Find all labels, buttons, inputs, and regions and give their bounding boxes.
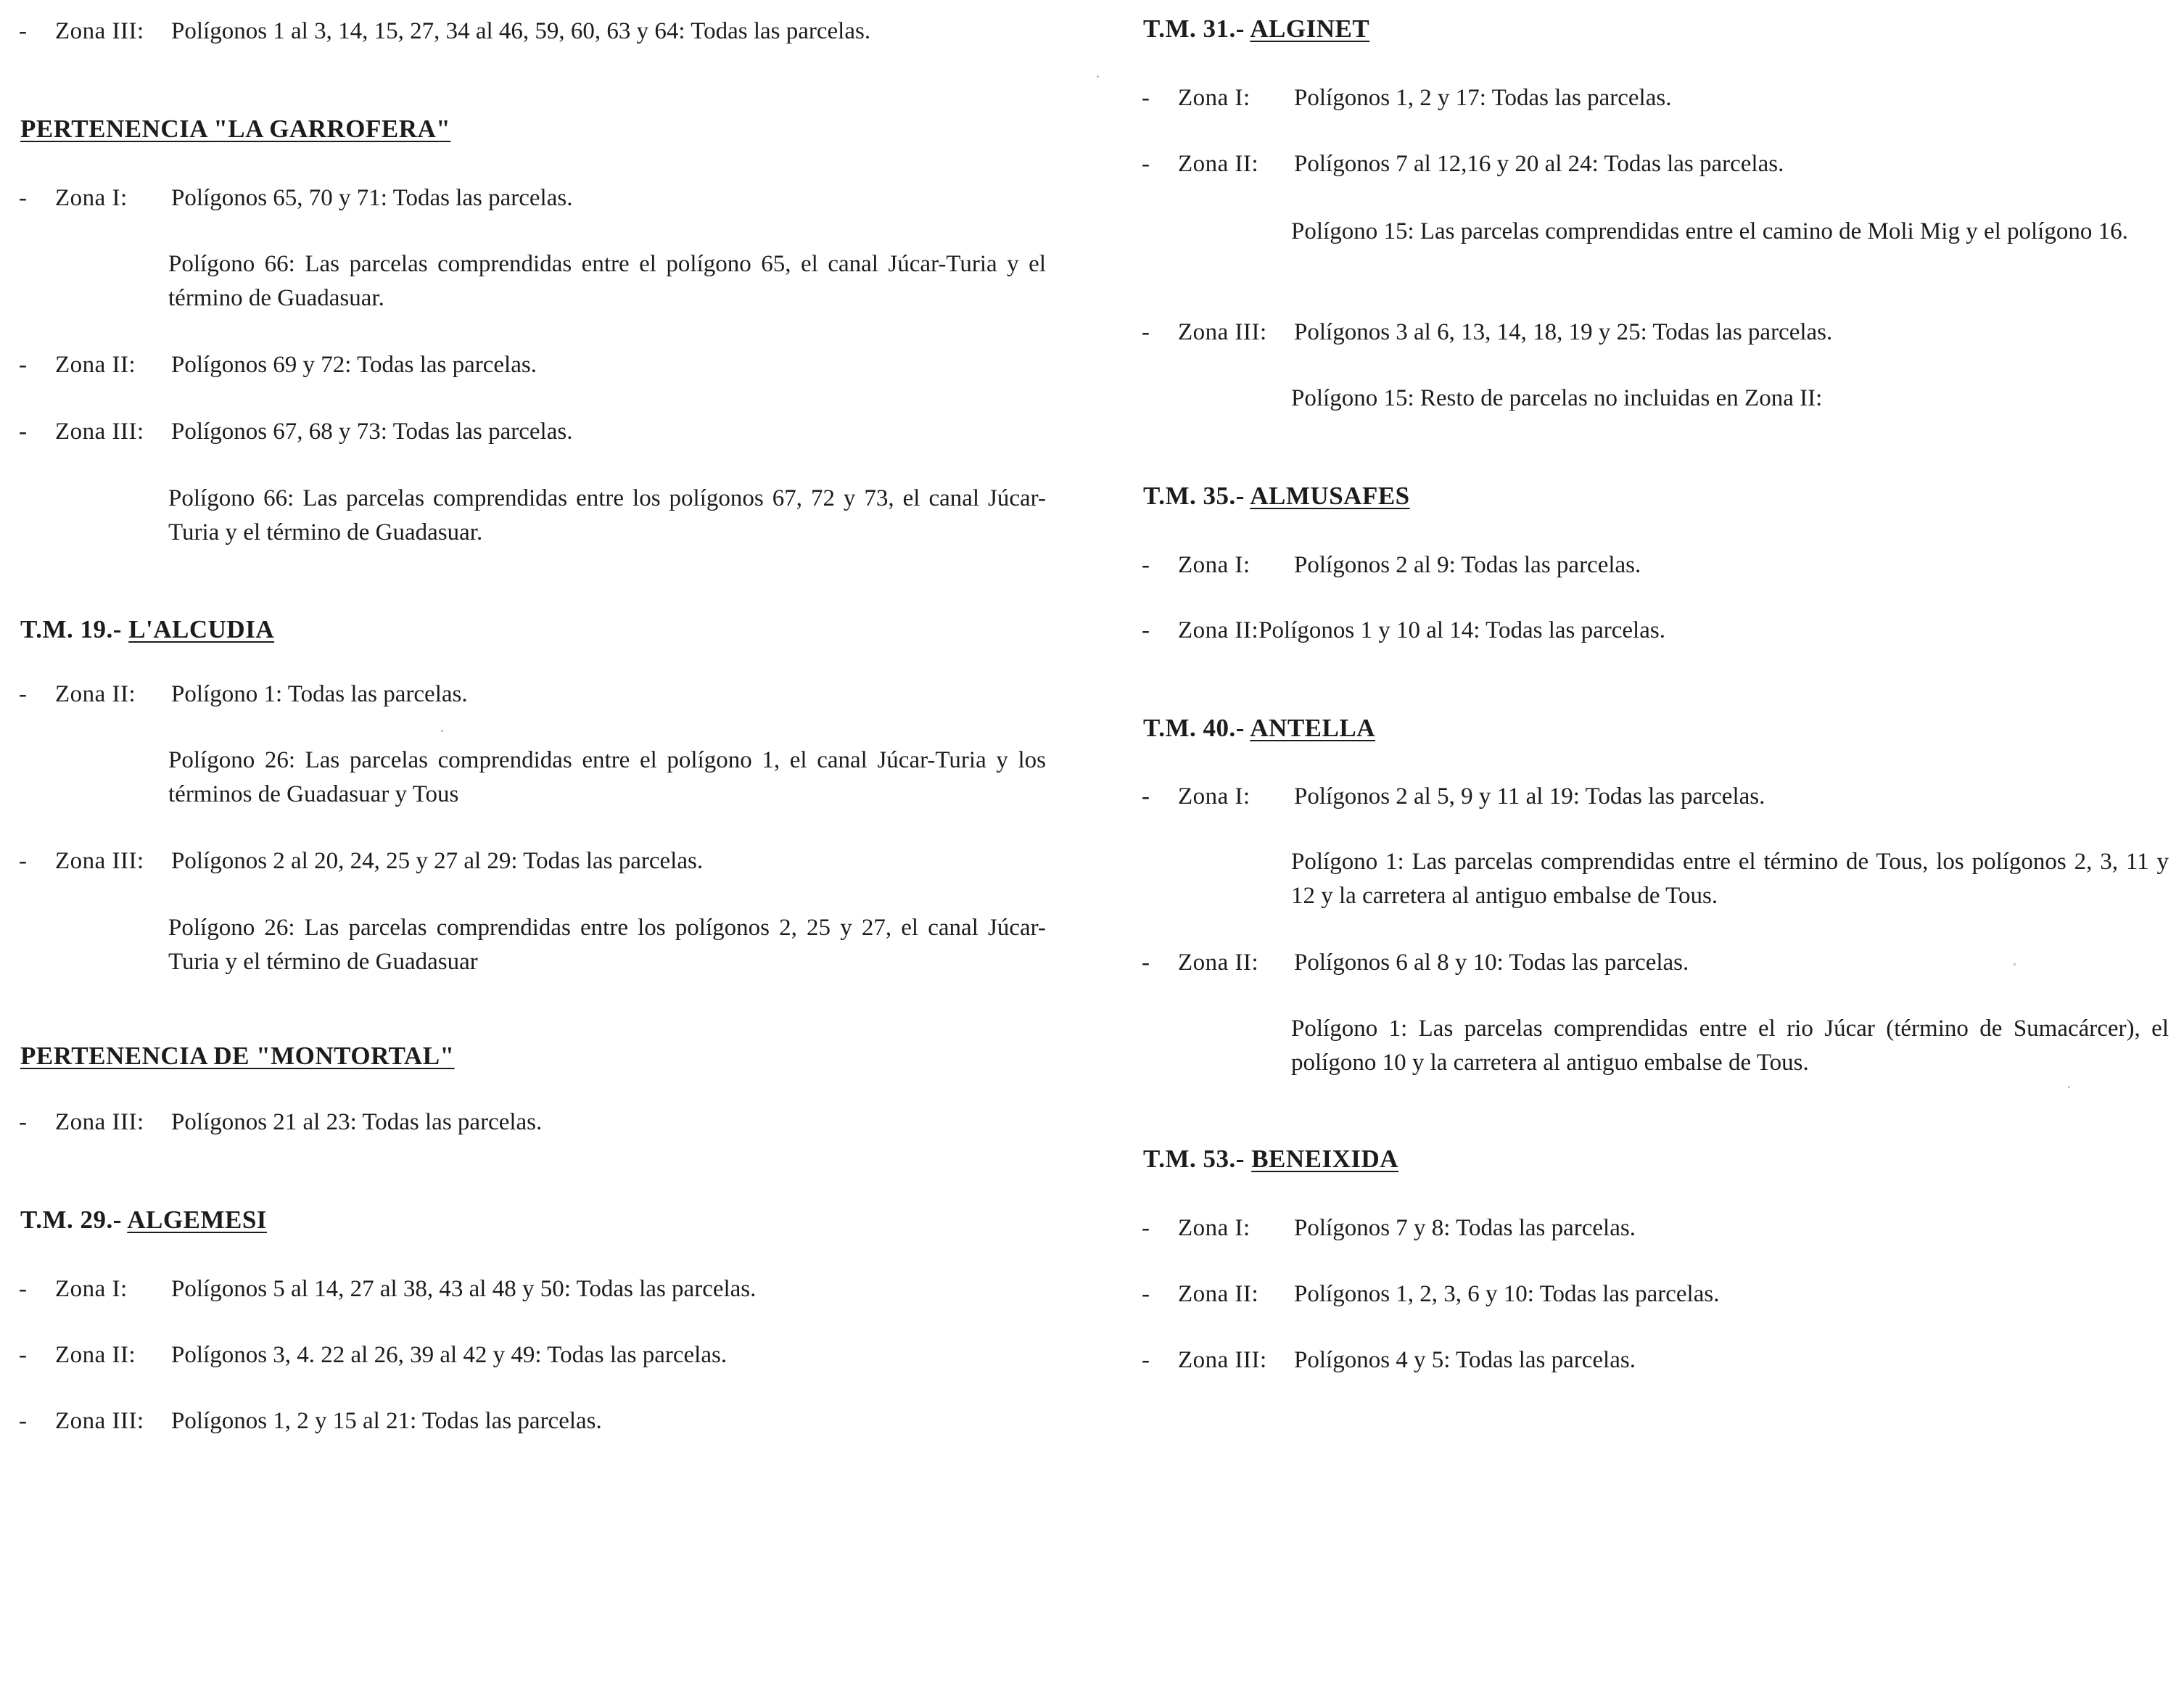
zone-text: Polígonos 1, 2 y 15 al 21: Todas las parcelas. xyxy=(171,1408,602,1434)
section-heading-almusafes xyxy=(1143,482,1410,511)
section-prefix: T.M. 29.- xyxy=(20,1206,128,1234)
list-dash: - xyxy=(19,185,27,211)
list-item xyxy=(16,348,537,382)
list-dash: - xyxy=(19,18,27,44)
list-item xyxy=(1139,780,1765,813)
scan-speck xyxy=(2068,1086,2070,1088)
scan-speck xyxy=(441,730,443,732)
zone-label: Zona I: xyxy=(55,185,128,211)
list-dash: - xyxy=(1142,950,1150,976)
zone-label: Zona III: xyxy=(55,848,144,874)
polygon-note: Polígono 1: Las parcelas comprendidas entre el término de Tous, los polígonos 2, 3, 11 y 12 y la carretera al antiguo embalse de Tous. xyxy=(1291,849,2169,909)
list-dash: - xyxy=(1142,151,1150,177)
zone-text: Polígonos 67, 68 y 73: Todas las parcelas. xyxy=(171,419,573,445)
zone-label: Zona I: xyxy=(1178,85,1250,111)
section-name: ALGINET xyxy=(1250,15,1370,43)
zone-text: Polígonos 3 al 6, 13, 14, 18, 19 y 25: Todas las parcelas. xyxy=(1294,319,1833,345)
list-dash: - xyxy=(19,681,27,707)
zone-label: Zona II: xyxy=(1178,1281,1259,1307)
list-dash: - xyxy=(1142,1215,1150,1241)
list-item xyxy=(16,1404,602,1438)
zone-text: Polígonos 21 al 23: Todas las parcelas. xyxy=(171,1109,543,1135)
list-dash: - xyxy=(1142,85,1150,111)
list-item xyxy=(1139,147,1784,181)
list-dash: - xyxy=(19,1408,27,1434)
section-heading-text: PERTENENCIA DE "MONTORTAL" xyxy=(20,1042,455,1070)
list-item xyxy=(16,844,703,878)
section-name: L'ALCUDIA xyxy=(128,615,275,643)
list-item xyxy=(16,1272,756,1306)
section-heading-algemesi xyxy=(20,1206,267,1235)
zone-label: Zona I: xyxy=(55,1276,128,1302)
polygon-note: Polígono 66: Las parcelas comprendidas entre los polígonos 67, 72 y 73, el canal Júcar-Turia y el término de Guadasuar. xyxy=(168,485,1046,545)
list-item xyxy=(1139,81,1671,115)
zone-label: Zona II: xyxy=(1178,950,1259,976)
section-name: ALGEMESI xyxy=(127,1206,267,1234)
zone-label: Zona I: xyxy=(1178,552,1250,578)
section-heading-text: PERTENENCIA "LA GARROFERA" xyxy=(20,115,451,143)
zone-text: Polígonos 1 y 10 al 14: Todas las parcelas. xyxy=(1258,617,1665,643)
list-item xyxy=(16,1338,727,1372)
polygon-note: Polígono 26: Las parcelas comprendidas entre el polígono 1, el canal Júcar-Turia y los términos de Guadasuar y Tous xyxy=(168,747,1046,807)
list-item xyxy=(1139,946,1689,979)
section-prefix: T.M. 53.- xyxy=(1143,1145,1252,1173)
zone-text: Polígonos 3, 4. 22 al 26, 39 al 42 y 49: Todas las parcelas. xyxy=(171,1342,728,1368)
list-dash: - xyxy=(1142,617,1150,643)
polygon-note: Polígono 1: Las parcelas comprendidas entre el rio Júcar (término de Sumacárcer), el polígono 10 y la carretera al antiguo embalse de Tous. xyxy=(1291,1016,2169,1076)
polygon-note: Polígono 15: Las parcelas comprendidas entre el camino de Moli Mig y el polígono 16. xyxy=(1291,218,2128,244)
zone-label: Zona III: xyxy=(55,18,144,44)
list-dash: - xyxy=(1142,552,1150,578)
list-item xyxy=(16,181,572,215)
list-dash: - xyxy=(19,1276,27,1302)
zone-label: Zona II: xyxy=(55,352,136,378)
list-item xyxy=(1139,1277,1719,1311)
zone-text: Polígonos 4 y 5: Todas las parcelas. xyxy=(1294,1347,1636,1373)
list-dash: - xyxy=(19,1109,27,1135)
zone-label: Zona III: xyxy=(1178,319,1267,345)
section-heading-alcudia xyxy=(20,615,274,644)
zone-label: Zona III: xyxy=(55,419,144,445)
section-heading-garrofera xyxy=(20,115,450,144)
zone-label: Zona II: xyxy=(1178,617,1259,643)
zone-text: Polígonos 1, 2 y 17: Todas las parcelas. xyxy=(1294,85,1672,111)
polygon-note: Polígono 26: Las parcelas comprendidas entre los polígonos 2, 25 y 27, el canal Júcar-Turia y el término de Guadasuar xyxy=(168,915,1046,975)
list-dash: - xyxy=(1142,1281,1150,1307)
list-dash: - xyxy=(19,419,27,445)
list-item xyxy=(16,415,572,448)
scan-speck xyxy=(1097,75,1099,78)
zone-text: Polígonos 7 al 12,16 y 20 al 24: Todas las parcelas. xyxy=(1294,151,1784,177)
section-heading-montortal xyxy=(20,1042,454,1071)
zone-text: Polígonos 65, 70 y 71: Todas las parcelas. xyxy=(171,185,573,211)
zone-label: Zona I: xyxy=(1178,783,1250,810)
list-item xyxy=(16,15,870,48)
zone-label: Zona II: xyxy=(55,681,136,707)
zone-text: Polígonos 2 al 20, 24, 25 y 27 al 29: Todas las parcelas. xyxy=(171,848,704,874)
list-item xyxy=(1139,1343,1636,1377)
zone-text: Polígonos 2 al 5, 9 y 11 al 19: Todas las parcelas. xyxy=(1294,783,1765,810)
zone-label: Zona II: xyxy=(55,1342,136,1368)
section-heading-alginet xyxy=(1143,15,1369,44)
list-dash: - xyxy=(1142,319,1150,345)
list-item xyxy=(1139,548,1641,582)
zone-text: Polígonos 1 al 3, 14, 15, 27, 34 al 46, 59, 60, 63 y 64: Todas las parcelas. xyxy=(171,18,871,44)
zone-text: Polígonos 5 al 14, 27 al 38, 43 al 48 y 50: Todas las parcelas. xyxy=(171,1276,757,1302)
section-prefix: T.M. 40.- xyxy=(1143,714,1250,742)
list-item xyxy=(1139,1211,1636,1245)
zone-text: Polígonos 69 y 72: Todas las parcelas. xyxy=(171,352,537,378)
zone-text: Polígonos 1, 2, 3, 6 y 10: Todas las parcelas. xyxy=(1294,1281,1720,1307)
section-heading-beneixida xyxy=(1143,1145,1398,1174)
zone-text: Polígono 1: Todas las parcelas. xyxy=(171,681,468,707)
zone-label: Zona II: xyxy=(1178,151,1259,177)
zone-label: Zona III: xyxy=(55,1109,144,1135)
section-prefix: T.M. 31.- xyxy=(1143,15,1250,43)
zone-label: Zona I: xyxy=(1178,1215,1250,1241)
list-dash: - xyxy=(1142,783,1150,810)
section-prefix: T.M. 19.- xyxy=(20,615,129,643)
zone-text: Polígonos 6 al 8 y 10: Todas las parcelas. xyxy=(1294,950,1689,976)
list-item xyxy=(1139,614,1665,647)
zone-label: Zona III: xyxy=(1178,1347,1267,1373)
list-item xyxy=(1139,316,1832,349)
section-name: BENEIXIDA xyxy=(1251,1145,1399,1173)
section-name: ALMUSAFES xyxy=(1250,482,1410,510)
polygon-note: Polígono 66: Las parcelas comprendidas entre el polígono 65, el canal Júcar-Turia y el término de Guadasuar. xyxy=(168,251,1046,311)
list-dash: - xyxy=(19,1342,27,1368)
polygon-note: Polígono 15: Resto de parcelas no incluidas en Zona II: xyxy=(1291,385,1823,411)
section-name: ANTELLA xyxy=(1250,714,1375,742)
list-dash: - xyxy=(19,352,27,378)
zone-label: Zona III: xyxy=(55,1408,144,1434)
list-dash: - xyxy=(19,848,27,874)
section-heading-antella xyxy=(1143,714,1375,743)
list-item xyxy=(16,1105,542,1139)
list-item xyxy=(16,677,468,711)
zone-text: Polígonos 2 al 9: Todas las parcelas. xyxy=(1294,552,1641,578)
scan-speck xyxy=(2014,963,2016,965)
list-dash: - xyxy=(1142,1347,1150,1373)
section-prefix: T.M. 35.- xyxy=(1143,482,1250,510)
zone-text: Polígonos 7 y 8: Todas las parcelas. xyxy=(1294,1215,1636,1241)
